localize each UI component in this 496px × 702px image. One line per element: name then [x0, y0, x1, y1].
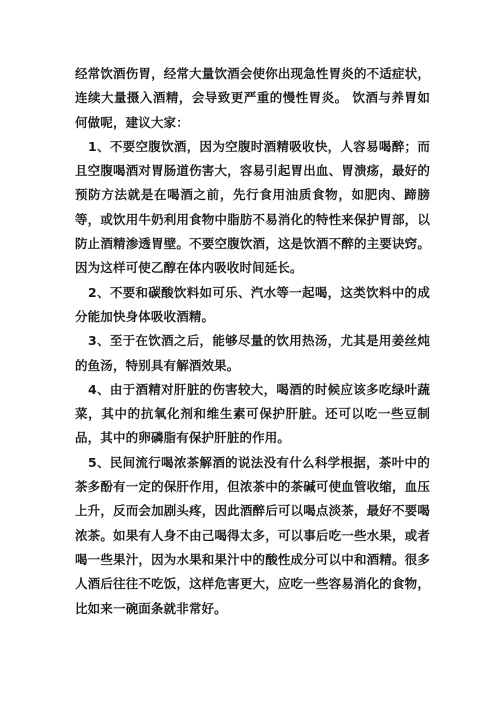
- intro-paragraph: 经常饮酒伤胃，经常大量饮酒会使你出现急性胃炎的不适症状，连续大量摄入酒精，会导致更严重的慢性胃炎。 饮酒与养胃如何做呢，建议大家：: [75, 66, 430, 130]
- tip-1-paragraph: 1、不要空腹饮酒，因为空腹时酒精吸收快，人容易喝醉；而且空腹喝酒对胃肠道伤害大，容易引起胃出血、胃溃疡，最好的预防方法就是在喝酒之前，先行食用油质食物，如肥肉、蹄膀等，或饮用牛奶利用食物中脂肪不易消化的特性来保护胃部，以防止酒精渗透胃壁。不要空腹饮酒，这是饮酒不醉的主要诀窍。因为这样可使乙醇在体内吸收时间延长。: [75, 138, 430, 276]
- tip-3-paragraph: 3、至于在饮酒之后，能够尽量的饮用热汤，尤其是用姜丝炖的鱼汤，特别具有解酒效果。: [75, 333, 430, 373]
- tip-2-paragraph: 2、不要和碳酸饮料如可乐、汽水等一起喝，这类饮料中的成分能加快身体吸收酒精。: [75, 284, 430, 324]
- tip-4-paragraph: 4、由于酒精对肝脏的伤害较大，喝酒的时候应该多吃绿叶蔬菜，其中的抗氧化剂和维生素可保护肝脏。还可以吃一些豆制品，其中的卵磷脂有保护肝脏的作用。: [75, 381, 430, 446]
- tip-5-paragraph: 5、民间流行喝浓茶解酒的说法没有什么科学根据，茶叶中的茶多酚有一定的保肝作用，但浓茶中的茶碱可使血管收缩，血压上升，反而会加剧头疼，因此酒醉后可以喝点淡茶，最好不要喝浓茶。如果有人身不由己喝得太多，可以事后吃一些水果，或者喝一些果汁，因为水果和果汁中的酸性成分可以中和酒精。很多人酒后往往不吃饭，这样危害更大，应吃一些容易消化的食物，比如来一碗面条就非常好。: [75, 454, 430, 616]
- article-body: [75, 62, 430, 621]
